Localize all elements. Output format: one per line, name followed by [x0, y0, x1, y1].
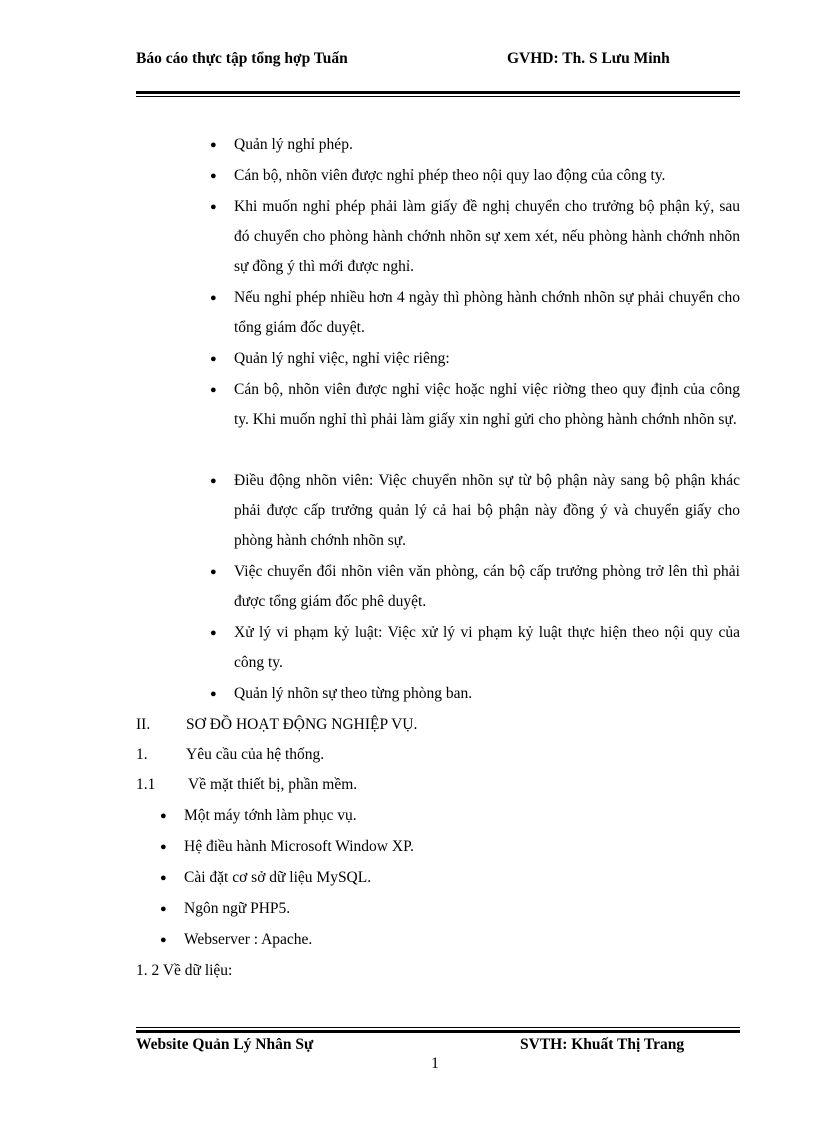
list-item-text: Nếu nghỉ phép nhiều hơn 4 ngày thì phòng hành chớnh nhõn sự phải chuyển cho tổng giám đốc duyệt. [234, 289, 740, 336]
bullet-icon: ● [210, 688, 217, 700]
section-title: Về mặt thiết bị, phần mềm. [188, 776, 358, 793]
list-item-text: Quản lý nghỉ phép. [234, 136, 353, 153]
section-number: 1.1 [136, 776, 156, 793]
bullet-icon: ● [160, 841, 167, 853]
list-item-text: Một máy tớnh làm phục vụ. [184, 807, 357, 824]
bullet-icon: ● [210, 475, 217, 487]
section-number: 1. [136, 746, 148, 763]
footer-rule-thin [136, 1027, 740, 1028]
bullet-icon: ● [210, 170, 217, 182]
bullet-icon: ● [210, 384, 217, 396]
header-rule-thick [136, 91, 740, 94]
list-item-text: Việc chuyển đổi nhõn viên văn phòng, cán bộ cấp trưởng phòng trở lên thì phải được tổng giám đốc phê duyệt. [234, 563, 740, 610]
list-item-text: Điều động nhõn viên: Việc chuyển nhõn sự từ bộ phận này sang bộ phận khác phải được cấp trưởng quản lý cả hai bộ phận này đồng ý và chuyển giấy cho phòng hành chớnh nhõn sự. [234, 472, 740, 549]
header-report-title: Báo cáo thực tập tổng hợp Tuấn [136, 50, 348, 67]
footer-student: SVTH: Khuất Thị Trang [520, 1036, 685, 1053]
bullet-icon: ● [210, 566, 217, 578]
list-item-text: Khi muốn nghỉ phép phải làm giấy đề nghị chuyển cho trưởng bộ phận ký, sau đó chuyển cho phòng hành chớnh nhõn sự xem xét, nếu phòng hành chớnh nhõn sự đồng ý thì mới được nghỉ. [234, 198, 740, 275]
section-title: Yêu cầu của hệ thống. [186, 746, 325, 763]
page-number: 1 [431, 1055, 439, 1072]
bullet-icon: ● [160, 903, 167, 915]
list-item-text: Cán bộ, nhõn viên được nghỉ việc hoặc nghỉ việc riờng theo quy định của công ty. Khi muốn nghỉ thì phải làm giấy xin nghỉ gửi cho phòng hành chớnh nhõn sự. [234, 381, 740, 428]
bullet-icon: ● [160, 810, 167, 822]
list-item-text: Webserver : Apache. [184, 931, 313, 948]
header-rule-thin [136, 96, 740, 97]
list-item-text: Cán bộ, nhõn viên được nghỉ phép theo nội quy lao động của công ty. [234, 167, 666, 184]
list-item-text: Hệ điều hành Microsoft Window XP. [184, 838, 414, 855]
list-item-text: Xử lý vi phạm kỷ luật: Việc xử lý vi phạm kỷ luật thực hiện theo nội quy của công ty. [234, 624, 740, 671]
header-supervisor: GVHD: Th. S Lưu Minh [507, 50, 670, 67]
bullet-icon: ● [160, 934, 167, 946]
bullet-icon: ● [210, 201, 217, 213]
bullet-icon: ● [210, 627, 217, 639]
footer-rule-thick [136, 1030, 740, 1033]
list-item-text: Quản lý nghỉ việc, nghỉ việc riêng: [234, 350, 450, 367]
list-item-text: Ngôn ngữ PHP5. [184, 900, 291, 917]
section-title: SƠ ĐỒ HOẠT ĐỘNG NGHIỆP VỤ. [186, 716, 418, 733]
list-item-text: Quản lý nhõn sự theo từng phòng ban. [234, 685, 473, 702]
bullet-icon: ● [210, 292, 217, 304]
bullet-icon: ● [160, 872, 167, 884]
footer-project-title: Website Quản Lý Nhân Sự [136, 1036, 314, 1053]
section-number: II. [136, 716, 151, 733]
section-title: 1. 2 Về dữ liệu: [136, 962, 233, 979]
list-item-text: Cài đặt cơ sở dữ liệu MySQL. [184, 869, 372, 886]
bullet-icon: ● [210, 353, 217, 365]
bullet-icon: ● [210, 139, 217, 151]
